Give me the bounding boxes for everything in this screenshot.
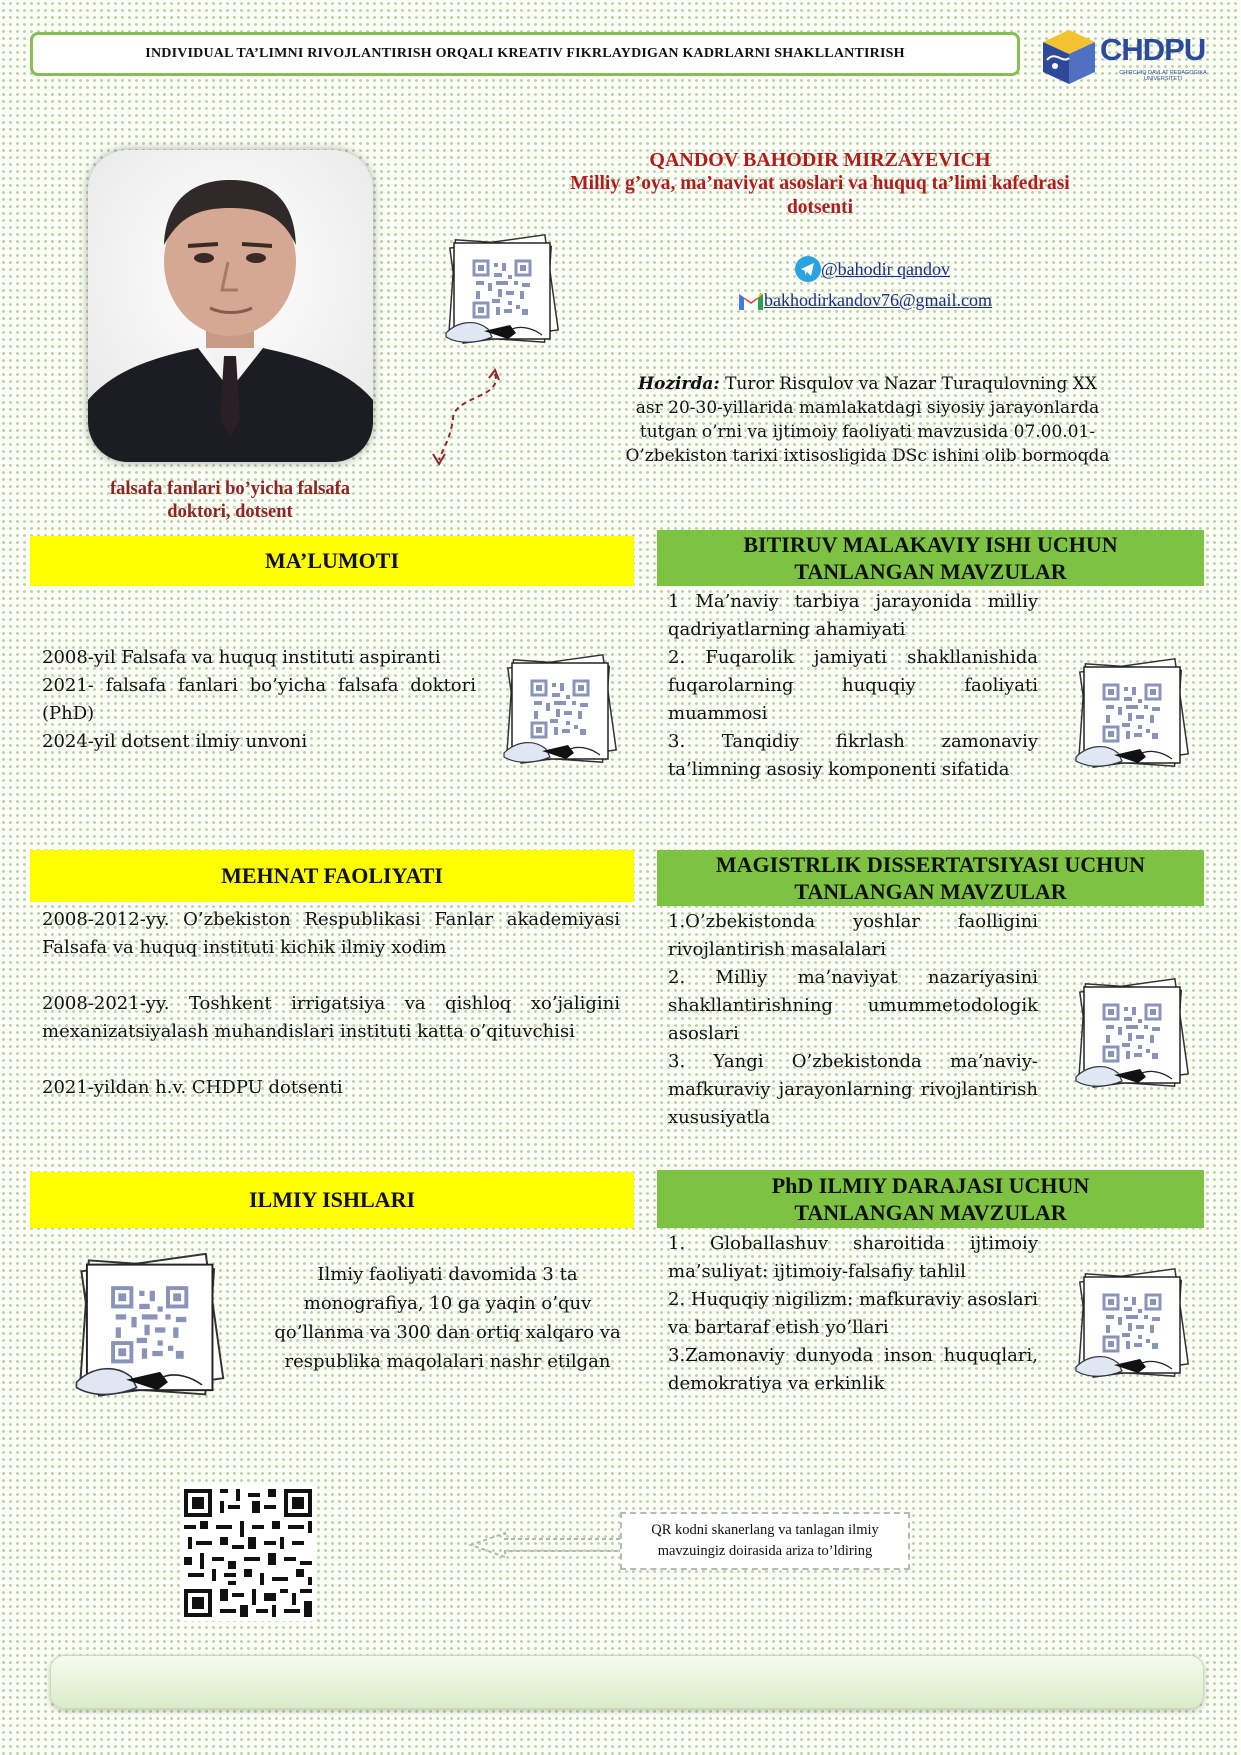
bachelor-list xyxy=(668,588,1038,784)
work-item: 2008-2021-yy. Toshkent irrigatsiya va qishloq xo’jaligini mexanizatsiyalash muhandislari instituti katta o’qituvchisi xyxy=(42,993,620,1042)
bachelor-topic: 1 Ma’naviy tarbiya jarayonida milliy qadriyatlarning ahamiyati xyxy=(668,591,1038,640)
master-topic: 2. Milliy ma’naviyat nazariyasini shakllantirishning umummetodologik asoslari xyxy=(668,967,1038,1044)
work-item: 2021-yildan h.v. CHDPU dotsenti xyxy=(42,1077,343,1098)
education-list xyxy=(42,644,476,756)
phd-list xyxy=(668,1230,1038,1398)
phd-header xyxy=(657,1170,1204,1228)
qr-code-icon xyxy=(66,1250,236,1410)
qr-code-icon xyxy=(180,1485,316,1621)
master-topic: 1.O’zbekistonda yoshlar faolligini rivojlantirish masalalari xyxy=(668,911,1038,960)
email-address[interactable]: bakhodirkandov76@gmail.com xyxy=(764,290,993,310)
cube-logo-icon xyxy=(1035,20,1105,90)
telegram-contact[interactable] xyxy=(795,256,950,282)
current-line-2: asr 20-30-yillarida mamlakatdagi siyosiy jarayonlarda xyxy=(635,398,1100,418)
photo-caption-line-2: doktori, dotsent xyxy=(167,502,293,522)
person-name: QANDOV BAHODIR MIRZAYEVICH xyxy=(649,149,991,171)
master-qr-card[interactable] xyxy=(1068,972,1198,1106)
phd-topic: 2. Huquqiy nigilizm: mafkuraviy asoslari va bartaraf etish yo’llari xyxy=(668,1289,1038,1338)
research-qr-card[interactable] xyxy=(66,1250,236,1414)
university-logo xyxy=(1035,20,1225,90)
qr-code-icon xyxy=(1068,1262,1198,1392)
photo-caption xyxy=(70,478,390,524)
research-title: ILMIY ISHLARI xyxy=(248,1187,416,1212)
logo-subtext: CHIRCHIQ DAVLAT PEDAGOGIKA UNIVERSITETI xyxy=(1119,70,1207,82)
work-header xyxy=(30,850,634,902)
application-qr-code[interactable] xyxy=(180,1485,316,1621)
telegram-icon xyxy=(795,256,821,282)
education-item: 2008-yil Falsafa va huquq instituti aspiranti xyxy=(42,647,441,668)
dashed-arrow-icon xyxy=(425,368,505,468)
profile-photo xyxy=(88,150,373,462)
research-header xyxy=(30,1172,634,1228)
phd-topic: 3.Zamonaviy dunyoda inson huquqlari, demokratiya va erkinlik xyxy=(668,1345,1038,1394)
footer-bar xyxy=(50,1655,1204,1709)
qr-code-icon xyxy=(438,228,568,358)
profile-heading xyxy=(520,148,1120,220)
telegram-handle[interactable]: @bahodir qandov xyxy=(821,258,951,279)
research-summary: Ilmiy faoliyati davomida 3 ta monografiya, 10 ga yaqin o’quv qo’llanma va 300 dan ortiq xalqaro va respublika maqolalari nashr etilgan xyxy=(274,1264,621,1372)
profile-qr-card[interactable] xyxy=(438,228,568,362)
qr-code-icon xyxy=(1068,972,1198,1102)
current-line-4: O’zbekiston tarixi ixtisosligida DSc ishini olib bormoqda xyxy=(625,446,1110,466)
qr-code-icon xyxy=(1068,652,1198,782)
header-banner xyxy=(30,32,1020,76)
qr-instruction-line-2: mavzuingiz doirasida ariza to’ldiring xyxy=(657,1543,873,1559)
education-item: 2024-yil dotsent ilmiy unvoni xyxy=(42,731,308,752)
bachelor-topic: 3. Tanqidiy fikrlash zamonaviy ta’limning asosiy komponenti sifatida xyxy=(668,731,1038,780)
education-header xyxy=(30,536,634,586)
current-line-3: tutgan o’rni va ijtimoiy faoliyati mavzusida 07.00.01- xyxy=(639,422,1096,442)
arrow-left-icon xyxy=(465,1530,625,1560)
position: dotsenti xyxy=(786,197,854,218)
education-qr-card[interactable] xyxy=(496,648,626,782)
qr-instruction-line-1: QR kodni skanerlang va tanlagan ilmiy xyxy=(651,1522,879,1538)
logo-text: CHDPU xyxy=(1100,32,1206,67)
master-topic: 3. Yangi O’zbekistonda ma’naviy-mafkuraviy jarayonlarning rivojlantirish xususiyatla xyxy=(668,1051,1038,1128)
bachelor-header xyxy=(657,530,1204,586)
master-title-1: MAGISTRLIK DISSERTATSIYASI UCHUN xyxy=(715,852,1146,877)
current-label: Hozirda: xyxy=(638,374,720,394)
department: Milliy g’oya, ma’naviyat asoslari va huquq ta’limi kafedrasi xyxy=(570,173,1070,194)
master-header xyxy=(657,850,1204,906)
bachelor-title-1: BITIRUV MALAKAVIY ISHI UCHUN xyxy=(743,532,1118,557)
master-list xyxy=(668,908,1038,1132)
current-line-1: Turor Risqulov va Nazar Turaqulovning XX xyxy=(725,374,1097,394)
phd-qr-card[interactable] xyxy=(1068,1262,1198,1396)
bachelor-qr-card[interactable] xyxy=(1068,652,1198,786)
phd-title-1: PhD ILMIY DARAJASI UCHUN xyxy=(771,1173,1090,1198)
phd-title-2: TANLANGAN MAVZULAR xyxy=(794,1200,1067,1225)
education-item: 2021- falsafa fanlari bo’yicha falsafa doktori (PhD) xyxy=(42,675,476,724)
bachelor-title-2: TANLANGAN MAVZULAR xyxy=(794,559,1067,584)
education-title: MA’LUMOTI xyxy=(264,548,400,573)
qr-instruction-box xyxy=(620,1512,910,1570)
current-research xyxy=(600,372,1135,468)
email-contact[interactable] xyxy=(738,290,992,311)
qr-code-icon xyxy=(496,648,626,778)
work-list xyxy=(42,906,620,1102)
work-item: 2008-2012-yy. O’zbekiston Respublikasi Fanlar akademiyasi Falsafa va huquq instituti kichik ilmiy xodim xyxy=(42,909,620,958)
phd-topic: 1. Globallashuv sharoitida ijtimoiy ma’suliyat: ijtimoiy-falsafiy tahlil xyxy=(668,1233,1038,1282)
master-title-2: TANLANGAN MAVZULAR xyxy=(794,879,1067,904)
header-title: INDIVIDUAL TA’LIMNI RIVOJLANTIRISH ORQALI KREATIV FIKRLAYDIGAN KADRLARNI SHAKLLANTIRISH xyxy=(145,46,905,61)
work-title: MEHNAT FAOLIYATI xyxy=(221,863,443,888)
gmail-icon xyxy=(738,291,764,311)
photo-caption-line-1: falsafa fanlari bo’yicha falsafa xyxy=(110,479,350,499)
bachelor-topic: 2. Fuqarolik jamiyati shakllanishida fuqarolarning huquqiy faoliyati muammosi xyxy=(668,647,1038,724)
